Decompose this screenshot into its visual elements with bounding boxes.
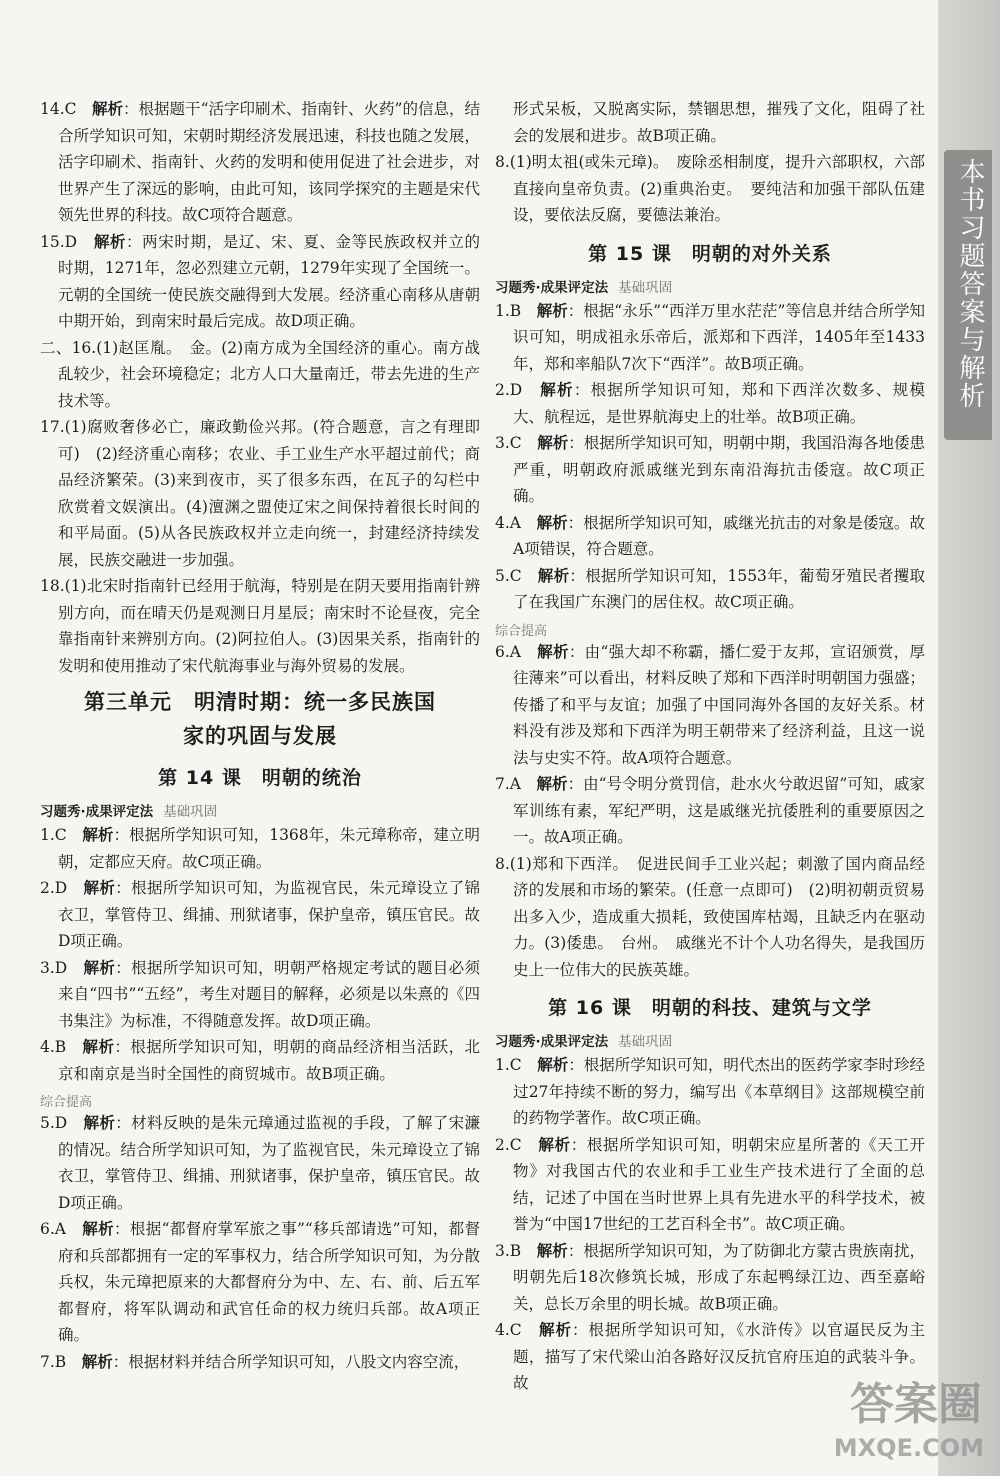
lesson-14-title: 第 14 课 明朝的统治 (158, 767, 362, 789)
answer-14: 14.C 解析：根据题干“活字印刷术、指南针、火药”的信息，结合所学知识可知，宋朝时期经济发展迅速，科技也随之发展，活字印刷术、指南针、火药的发明和使用促进了社会进步，对世界产生了深远的影响，由此可知，该同学探究的主题是宋代领先世界的科技。故C项符合题意。 (40, 99, 480, 224)
l15-answer-7: 7.A 解析：由“号令明分赏罚信，赴水火兮敢迟留”可知，戚家军训练有素，军纪严明，这是戚继光抗倭胜利的重要原因之一。故A项正确。 (495, 774, 925, 846)
l14-answer-1: 1.C 解析：根据所学知识可知，1368年，朱元璋称帝，建立明朝，定都应天府。故C项正确。 (40, 825, 480, 871)
right-column (495, 96, 925, 1397)
l15-answer-6: 6.A 解析：由“强大却不称霸，播仁爱于友邦，宣诏颁赏，厚往薄来”可以看出，材料反映了郑和下西洋时明朝国力强盛；传播了和平与友谊；加强了中国同海外各国的友好关系。材料没有涉及郑和下西洋为明王朝带来了经济利益，且这一说法与史实不符。故A项符合题意。 (495, 641, 925, 767)
watermark-logo-text: 答案圈 (850, 1379, 982, 1430)
l15-answer-5: 5.C 解析：根据所学知识可知，1553年，葡萄牙殖民者攫取了在我国广东澳门的居住权。故C项正确。 (495, 565, 925, 611)
l14-answer-8: 8.(1)明太祖(或朱元璋)。 废除丞相制度，提升六部职权，六部直接向皇帝负责。(2)重典治吏。 要纯洁和加强干部队伍建设，要依法反腐，要德法兼治。 (495, 153, 925, 224)
section-heading: 习题秀·成果评定法 基础巩固 (40, 804, 218, 820)
l14-answer-7: 7.B 解析：根据材料并结合所学知识可知，八股文内容空流， (40, 1351, 470, 1371)
answer-15: 15.D 解析：两宋时期，是辽、宋、夏、金等民族政权并立的时期，1271年，忽必烈建立元朝，1279年实现了全国统一。元朝的全国统一使民族交融得到大发展。经济重心南移从唐朝中期开始，到南宋时最后完成。故D项正确。 (40, 231, 480, 330)
watermark (833, 1358, 990, 1468)
l15-answer-4: 4.A 解析：根据所学知识可知，戚继光抗击的对象是倭寇。故A项错误，符合题意。 (495, 512, 925, 558)
l15-answer-8: 8.(1)郑和下西洋。 促进民间手工业兴起；刺激了国内商品经济的发展和市场的繁荣。(任意一点即可) (2)明初朝贡贸易出多入少，造成重大损耗，致使国库枯竭，且缺乏内在驱动力。(3)倭患。 台州。 戚继光不计个人功名得失，是我国历史上一位伟大的民族英雄。 (495, 854, 925, 979)
watermark-url: MXQE.COM (833, 1434, 984, 1462)
answer-17: 17.(1)腐败奢侈必亡，廉政勤俭兴邦。(符合题意，言之有理即可) (2)经济重心南移；农业、手工业生产水平超过前代；商品经济繁荣。(3)来到夜市，买了很多东西，在瓦子的勾栏中欣赏着文娱演出。(4)澶渊之盟使辽宋之间保持着很长时间的和平局面。(5)从各民族政权并立走向统一，封建经济持续发展，民族交融进一步加强。 (40, 418, 480, 569)
answer-16: 二、16.(1)赵匡胤。 金。(2)南方成为全国经济的重心。南方战乱较少，社会环境稳定；北方人口大量南迁，带去先进的生产技术等。 (40, 338, 480, 410)
section-heading: 习题秀·成果评定法 基础巩固 (495, 279, 673, 296)
section-comprehensive: 综合提高 (40, 1095, 93, 1110)
section-comprehensive: 综合提高 (495, 623, 548, 639)
left-column (40, 96, 480, 1375)
lesson-15-title: 第 15 课 明朝的对外关系 (588, 242, 832, 265)
l14-answer-6: 6.A 解析：根据“都督府掌军旅之事”“移兵部请选”可知，都督府和兵部都拥有一定的军事权力，结合所学知识可知，为分散兵权，朱元璋把原来的大都督府分为中、左、右、前、后五军都督府，将军队调动和武官任命的权力统归兵部。故A项正确。 (40, 1219, 480, 1344)
l15-answer-2: 2.D 解析：根据所学知识可知，郑和下西洋次数多、规模大、航程远，是世界航海史上的壮举。故B项正确。 (495, 380, 925, 426)
l14-answer-3: 3.D 解析：根据所学知识可知，明朝严格规定考试的题目必须来自“四书”“五经”，考生对题目的解释，必须是以朱熹的《四书集注》为标准，不得随意发挥。故D项正确。 (40, 957, 480, 1030)
l15-answer-3: 3.C 解析：根据所学知识可知，明朝中期，我国沿海各地倭患严重，明朝政府派戚继光到东南沿海抗击倭寇。故C项正确。 (495, 433, 925, 505)
unit-title: 第三单元 明清时期：统一多民族国 家的巩固与发展 (84, 690, 436, 748)
l14-answer-7-cont: 形式呆板，又脱离实际，禁锢思想，摧残了文化，阻碍了社会的发展和进步。故B项正确。 (513, 100, 925, 145)
l14-answer-5: 5.D 解析：材料反映的是朱元璋通过监视的手段，了解了宋濂的情况。结合所学知识可知，为了监视官民，朱元璋设立了锦衣卫，掌管侍卫、缉捕、刑狱诸事，保护皇帝，镇压官民。故D项正确。 (40, 1113, 480, 1212)
l15-answer-1: 1.B 解析：根据“永乐”“西洋万里水茫茫”等信息并结合所学知识可知，明成祖永乐帝后，派郑和下西洋，1405年至1433年，郑和率船队7次下“西洋”。故B项正确。 (495, 300, 925, 373)
l16-answer-2: 2.C 解析：根据所学知识可知，明朝宋应星所著的《天工开物》对我国古代的农业和手工业生产技术进行了全面的总结，记述了中国在当时世界上具有先进水平的科学技术，被誉为“中国17世纪的工艺百科全书”。故C项正确。 (495, 1134, 925, 1233)
l14-answer-2: 2.D 解析：根据所学知识可知，为监视官民，朱元璋设立了锦衣卫，掌管侍卫、缉捕、刑狱诸事，保护皇帝，镇压官民。故D项正确。 (40, 878, 480, 950)
l16-answer-3: 3.B 解析：根据所学知识可知，为了防御北方蒙古贵族南扰，明朝先后18次修筑长城，形成了东起鸭绿江边、西至嘉峪关，总长万余里的明长城。故B项正确。 (495, 1240, 925, 1313)
l16-answer-1: 1.C 解析：根据所学知识可知，明代杰出的医药学家李时珍经过27年持续不断的努力，编写出《本草纲目》这部规模空前的药物学著作。故C项正确。 (495, 1055, 925, 1127)
section-heading: 习题秀·成果评定法 基础巩固 (495, 1034, 673, 1050)
side-tab (938, 0, 1000, 1476)
l14-answer-4: 4.B 解析：根据所学知识可知，明朝的商品经济相当活跃，北京和南京是当时全国性的商贸城市。故B项正确。 (40, 1037, 480, 1083)
l16-answer-4: 4.C 解析：根据所学知识可知，《水浒传》以官逼民反为主题，描写了宋代梁山泊各路好汉反抗官府压迫的武装斗争。故 (495, 1320, 925, 1392)
lesson-16-title: 第 16 课 明朝的科技、建筑与文学 (548, 997, 872, 1019)
answer-18: 18.(1)北宋时指南针已经用于航海，特别是在阴天要用指南针辨别方向，而在晴天仍是观测日月星辰；南宋时不论昼夜，完全靠指南针来辨别方向。(2)阿拉伯人。(3)因果关系，指南针的发明和使用推动了宋代航海事业与海外贸易的发展。 (40, 577, 480, 675)
side-tab-label: 本书习题答案与解析 (955, 158, 985, 410)
